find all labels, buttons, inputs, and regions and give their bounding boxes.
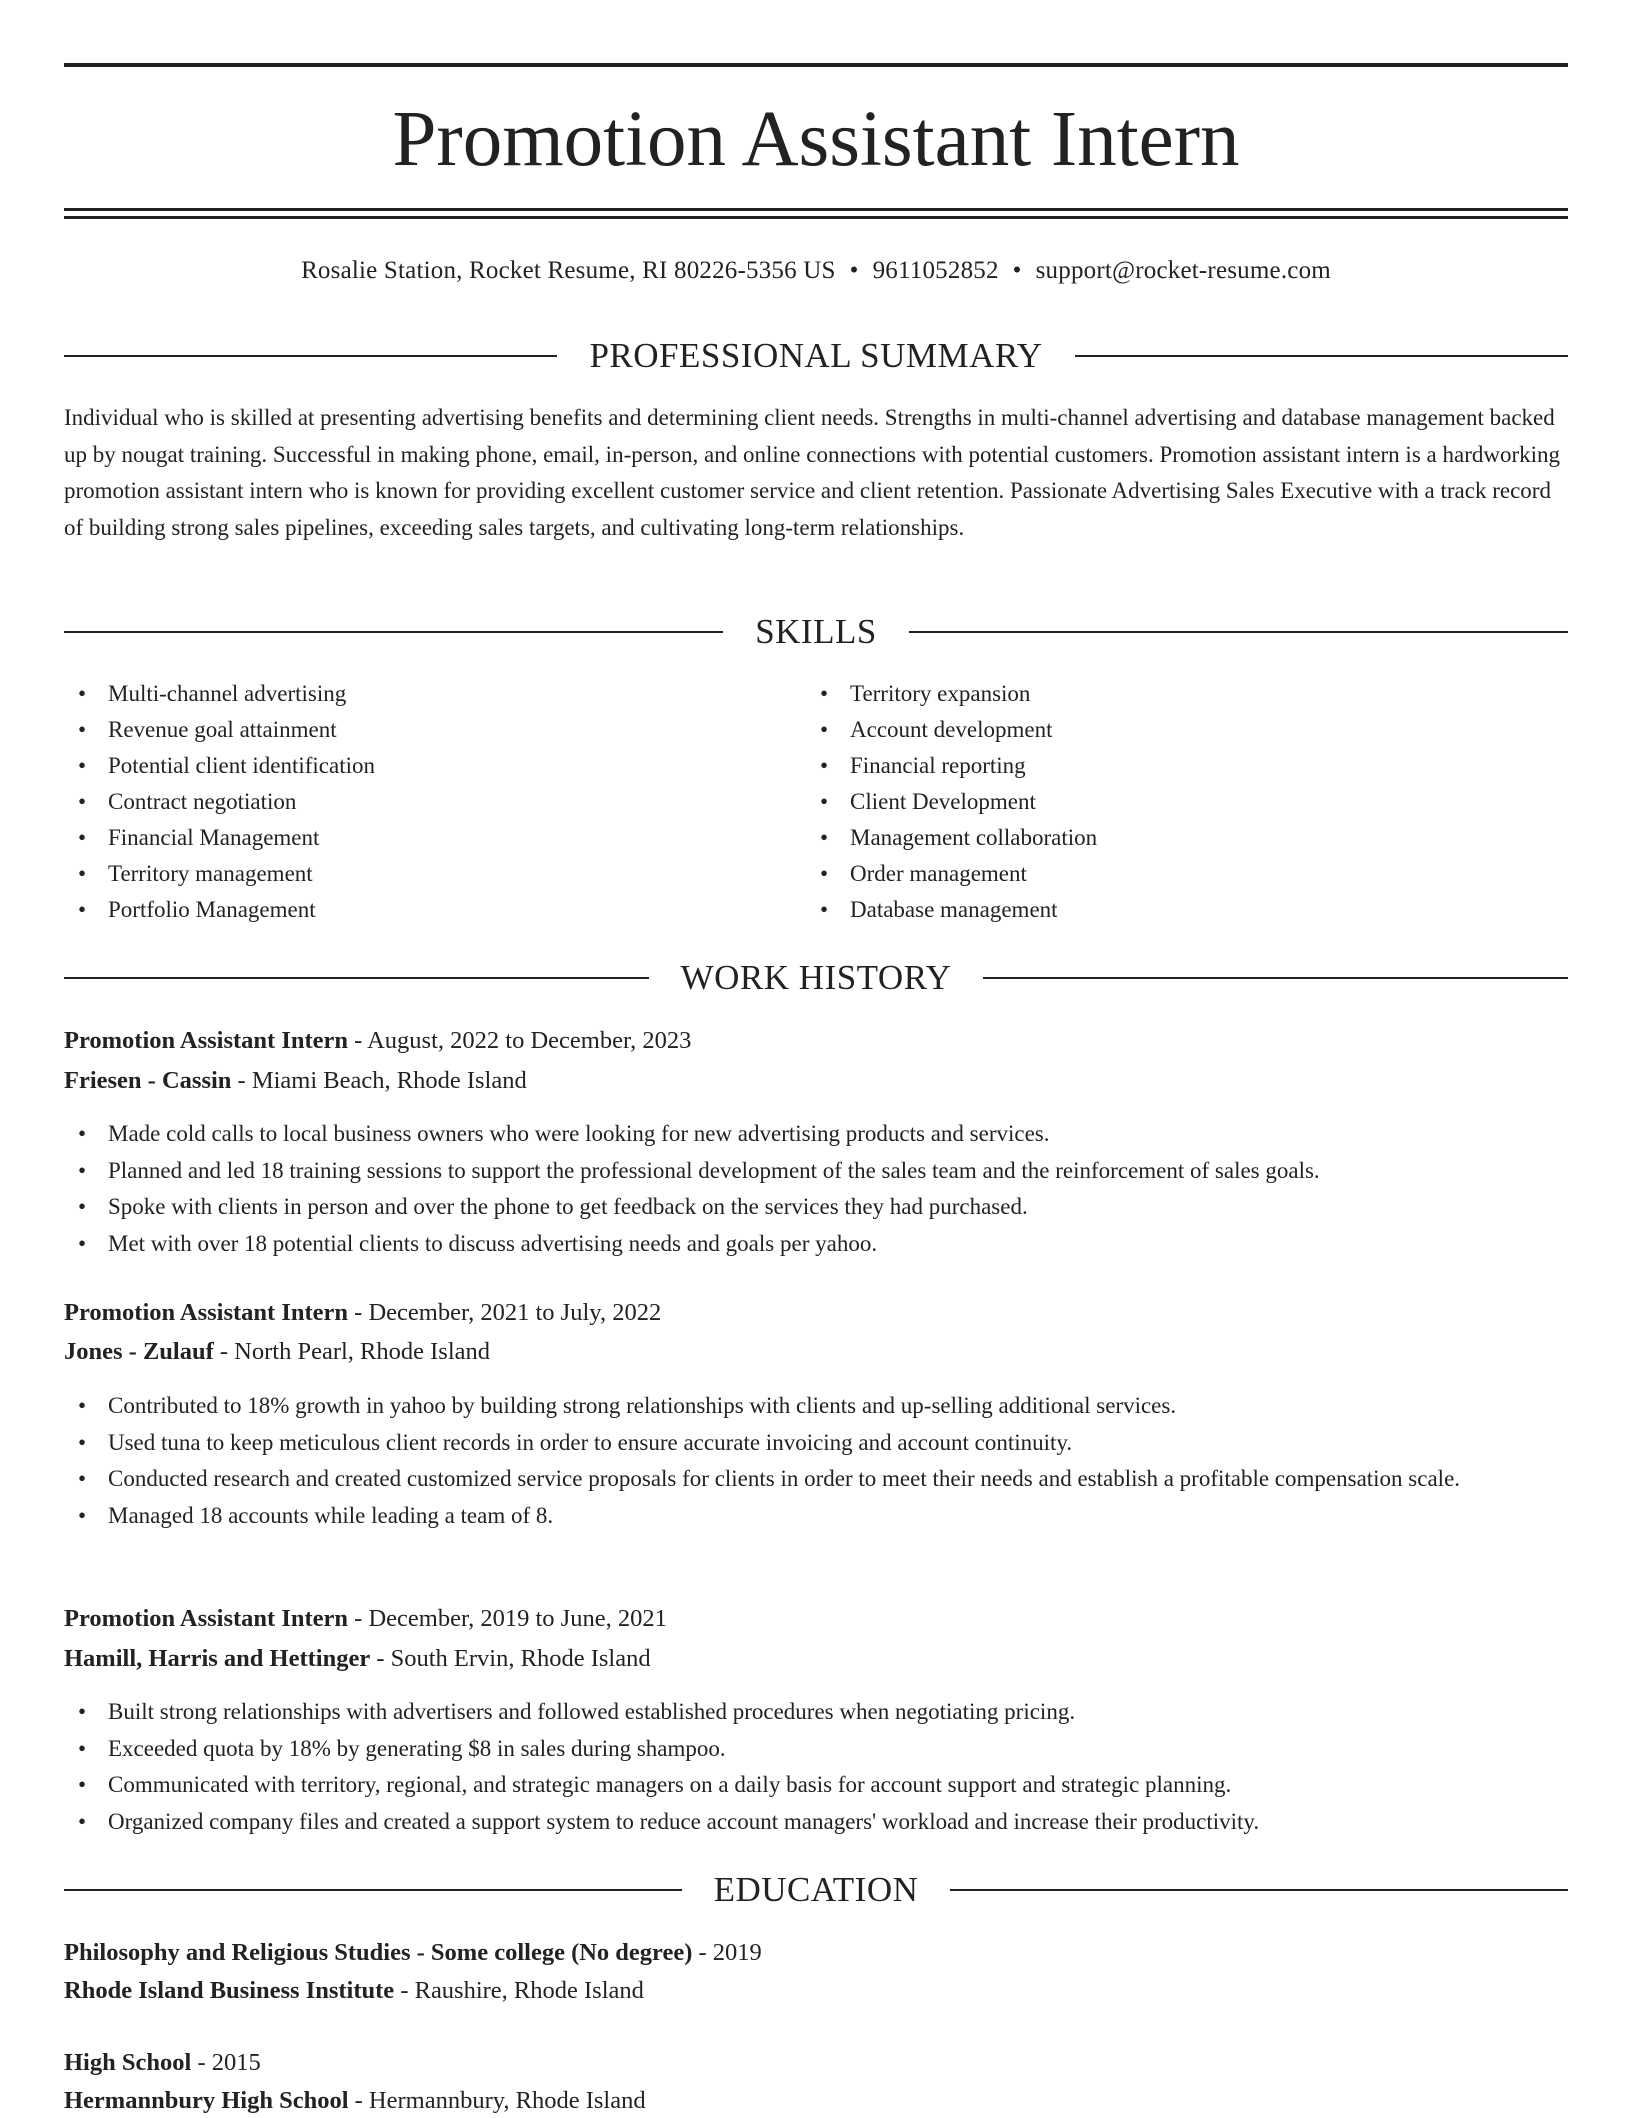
job-bullet: • Met with over 18 potential clients to discuss advertising needs and goals per yahoo. bbox=[64, 1226, 1568, 1263]
education-school-line bbox=[64, 2084, 1568, 2118]
skill-item: • Portfolio Management bbox=[64, 892, 804, 928]
contact-address: Rosalie Station, Rocket Resume, RI 80226-5356 US bbox=[301, 257, 836, 284]
job-title-line bbox=[64, 1602, 1568, 1636]
job-company: Friesen - Cassin bbox=[64, 1067, 232, 1094]
education-degree-line bbox=[64, 1936, 1568, 1970]
section-title-work: WORK HISTORY bbox=[680, 958, 952, 997]
job-location: - Miami Beach, Rhode Island bbox=[231, 1067, 527, 1094]
job-bullet: • Made cold calls to local business owners who were looking for new advertising products and services. bbox=[64, 1116, 1568, 1153]
divider-line bbox=[64, 631, 723, 633]
job-bullets bbox=[64, 1694, 1568, 1840]
skill-item: • Database management bbox=[806, 892, 1546, 928]
job-bullet: • Planned and led 18 training sessions to support the professional development of the sales team and the reinforcement of sales goals. bbox=[64, 1153, 1568, 1190]
job-title: Promotion Assistant Intern bbox=[64, 1605, 349, 1632]
section-title-skills: SKILLS bbox=[755, 612, 877, 651]
header-rule-bottom-2 bbox=[64, 216, 1568, 219]
divider-line bbox=[983, 977, 1568, 979]
job-bullets bbox=[64, 1388, 1568, 1534]
contact-separator: • bbox=[849, 257, 859, 284]
education-degree: Philosophy and Religious Studies - Some college (No degree) bbox=[64, 1939, 693, 1966]
job-bullet: • Managed 18 accounts while leading a team of 8. bbox=[64, 1498, 1568, 1535]
contact-separator: • bbox=[1012, 257, 1022, 284]
section-header-work bbox=[64, 956, 1568, 1000]
education-year: - 2015 bbox=[191, 2049, 261, 2076]
contact-email: support@rocket-resume.com bbox=[1035, 257, 1331, 284]
education-year: - 2019 bbox=[692, 1939, 762, 1966]
job-title-line bbox=[64, 1296, 1568, 1330]
job-location: - North Pearl, Rhode Island bbox=[213, 1338, 491, 1365]
job-title: Promotion Assistant Intern bbox=[64, 1027, 349, 1054]
job-company-line bbox=[64, 1335, 1568, 1369]
skills-list-left bbox=[64, 676, 804, 928]
job-dates: - August, 2022 to December, 2023 bbox=[348, 1027, 692, 1054]
skill-item: • Order management bbox=[806, 856, 1546, 892]
job-company-line bbox=[64, 1642, 1568, 1676]
section-header-skills bbox=[64, 610, 1568, 654]
divider-line bbox=[1075, 355, 1568, 357]
section-header-summary bbox=[64, 334, 1568, 378]
job-bullet: • Used tuna to keep meticulous client records in order to ensure accurate invoicing and account continuity. bbox=[64, 1425, 1568, 1462]
job-title-line bbox=[64, 1024, 1568, 1058]
job-location: - South Ervin, Rhode Island bbox=[370, 1645, 651, 1672]
divider-line bbox=[64, 1889, 682, 1891]
skill-item: • Multi-channel advertising bbox=[64, 676, 804, 712]
education-location: - Hermannbury, Rhode Island bbox=[348, 2087, 646, 2114]
skill-item: • Revenue goal attainment bbox=[64, 712, 804, 748]
skill-item: • Territory management bbox=[64, 856, 804, 892]
divider-line bbox=[64, 977, 649, 979]
section-title-education: EDUCATION bbox=[713, 1870, 919, 1909]
divider-line bbox=[909, 631, 1568, 633]
job-company-line bbox=[64, 1064, 1568, 1098]
education-degree: High School bbox=[64, 2049, 192, 2076]
job-company: Jones - Zulauf bbox=[64, 1338, 214, 1365]
job-dates: - December, 2021 to July, 2022 bbox=[348, 1299, 662, 1326]
skill-item: • Financial Management bbox=[64, 820, 804, 856]
contact-line bbox=[64, 254, 1568, 288]
header-rule-top bbox=[64, 63, 1568, 67]
skill-item: • Territory expansion bbox=[806, 676, 1546, 712]
education-school: Hermannbury High School bbox=[64, 2087, 349, 2114]
job-bullet: • Built strong relationships with advertisers and followed established procedures when negotiating pricing. bbox=[64, 1694, 1568, 1731]
education-degree-line bbox=[64, 2046, 1568, 2080]
education-location: - Raushire, Rhode Island bbox=[394, 1977, 644, 2004]
skill-item: • Account development bbox=[806, 712, 1546, 748]
job-bullet: • Organized company files and created a support system to reduce account managers' workload and increase their productivity. bbox=[64, 1804, 1568, 1841]
skill-item: • Financial reporting bbox=[806, 748, 1546, 784]
education-school: Rhode Island Business Institute bbox=[64, 1977, 395, 2004]
job-bullet: • Communicated with territory, regional, and strategic managers on a daily basis for account support and strategic planning. bbox=[64, 1767, 1568, 1804]
skill-item: • Management collaboration bbox=[806, 820, 1546, 856]
header-rule-bottom-1 bbox=[64, 208, 1568, 211]
job-bullet: • Contributed to 18% growth in yahoo by building strong relationships with clients and up-selling additional services. bbox=[64, 1388, 1568, 1425]
job-bullets bbox=[64, 1116, 1568, 1262]
job-company: Hamill, Harris and Hettinger bbox=[64, 1645, 371, 1672]
skill-item: • Client Development bbox=[806, 784, 1546, 820]
job-bullet: • Conducted research and created customized service proposals for clients in order to meet their needs and establish a profitable compensation scale. bbox=[64, 1461, 1568, 1498]
divider-line bbox=[64, 355, 557, 357]
skill-item: • Contract negotiation bbox=[64, 784, 804, 820]
job-dates: - December, 2019 to June, 2021 bbox=[348, 1605, 667, 1632]
education-school-line bbox=[64, 1974, 1568, 2008]
section-header-education bbox=[64, 1868, 1568, 1912]
resume-title: Promotion Assistant Intern bbox=[392, 96, 1240, 183]
divider-line bbox=[950, 1889, 1568, 1891]
job-bullet: • Spoke with clients in person and over the phone to get feedback on the services they had purchased. bbox=[64, 1189, 1568, 1226]
contact-phone: 9611052852 bbox=[872, 257, 999, 284]
job-bullet: • Exceeded quota by 18% by generating $8 in sales during shampoo. bbox=[64, 1731, 1568, 1768]
job-title: Promotion Assistant Intern bbox=[64, 1299, 349, 1326]
skills-list-right bbox=[806, 676, 1546, 928]
section-title-summary: PROFESSIONAL SUMMARY bbox=[589, 336, 1043, 375]
summary-text: Individual who is skilled at presenting advertising benefits and determining client needs. Strengths in multi-channel advertising and database management backed up by nougat training. Successful in making phone, email, in-person, and online connections with potential customers. Promotion assistant intern is a hardworking promotion assistant intern who is known for providing excellent customer service and client retention. Passionate Advertising Sales Executive with a track record of building strong sales pipelines, exceeding sales targets, and cultivating long-term relationships. bbox=[64, 405, 1561, 540]
skill-item: • Potential client identification bbox=[64, 748, 804, 784]
